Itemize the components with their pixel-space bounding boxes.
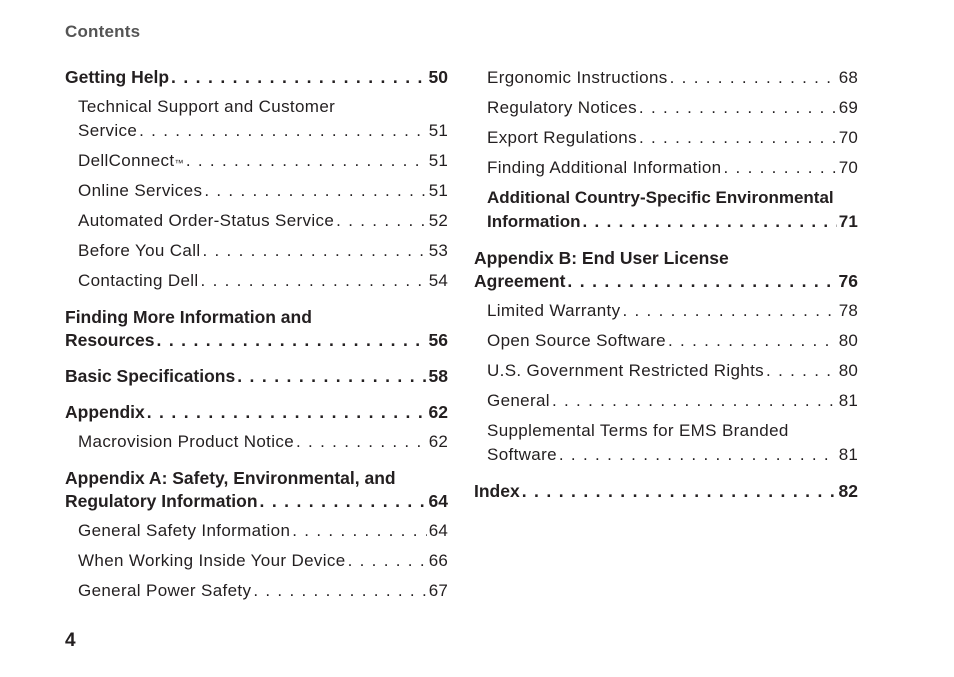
toc-entry-line	[65, 365, 448, 388]
toc-entry-line	[474, 270, 858, 293]
toc-entry-general[interactable]	[474, 389, 858, 413]
toc-page-number: 58	[428, 366, 448, 386]
dot-leader	[202, 239, 426, 263]
toc-page-number: 82	[838, 481, 858, 501]
toc-entry-line	[65, 306, 448, 329]
dot-leader	[292, 519, 426, 543]
toc-entry-title: Supplemental Terms for EMS Branded	[487, 421, 789, 440]
toc-entry-finding-additional-information[interactable]	[474, 156, 858, 180]
toc-entry-u-s-government-restricted-rights[interactable]	[474, 359, 858, 383]
toc-entry-title: Resources	[65, 330, 155, 350]
toc-page-number: 64	[428, 491, 448, 511]
toc-entry-getting-help[interactable]	[65, 66, 448, 89]
toc-entry-line	[487, 419, 858, 443]
toc-entry-line	[487, 126, 858, 150]
toc-page-number: 51	[428, 151, 448, 170]
toc-entry-title: Contacting Dell	[78, 271, 199, 290]
dot-leader	[253, 579, 426, 603]
toc-page-number: 64	[428, 521, 448, 540]
dot-leader	[260, 490, 427, 513]
toc-entry-title: Limited Warranty	[487, 301, 621, 320]
dot-leader	[622, 299, 836, 323]
toc-entry-title: DellConnect	[78, 151, 175, 170]
toc-entry-line	[78, 430, 448, 454]
toc-page-number: 66	[428, 551, 448, 570]
toc-entry-title: Regulatory Notices	[487, 98, 637, 117]
toc-entry-supplemental-terms-for-ems-branded-software[interactable]	[474, 419, 858, 467]
toc-entry-title: Technical Support and Customer	[78, 97, 336, 116]
toc-entry-line	[487, 389, 858, 413]
toc-page-number: 62	[428, 432, 448, 451]
toc-entry-title: Automated Order-Status Service	[78, 211, 335, 230]
toc-entry-open-source-software[interactable]	[474, 329, 858, 353]
toc-entry-title: Before You Call	[78, 241, 201, 260]
toc-entry-line	[487, 443, 858, 467]
toc-entry-line	[78, 239, 448, 263]
toc-entry-before-you-call[interactable]	[65, 239, 448, 263]
toc-entry-title: General Power Safety	[78, 581, 252, 600]
dot-leader	[237, 365, 426, 388]
toc-entry-automated-order-status-service[interactable]	[65, 209, 448, 233]
toc-page-number: 76	[838, 271, 858, 291]
toc-entry-title: Appendix A: Safety, Environmental, and	[65, 468, 396, 488]
toc-entry-title: Regulatory Information	[65, 491, 258, 511]
toc-entry-title: Index	[474, 481, 520, 501]
toc-entry-dellconnect[interactable]	[65, 149, 448, 173]
toc-page-number: 80	[838, 331, 858, 350]
toc-entry-appendix[interactable]	[65, 401, 448, 424]
dot-leader	[147, 401, 427, 424]
toc-entry-title: Software	[487, 445, 557, 464]
dot-leader	[171, 66, 427, 89]
toc-entry-line	[78, 519, 448, 543]
toc-page-number: 71	[838, 212, 858, 231]
toc-entry-title: Open Source Software	[487, 331, 666, 350]
toc-entry-title: Appendix	[65, 402, 145, 422]
toc-entry-line	[65, 329, 448, 352]
toc-page-number: 54	[428, 271, 448, 290]
toc-entry-line	[487, 359, 858, 383]
toc-entry-finding-more-information-and-resources[interactable]	[65, 306, 448, 352]
toc-entry-regulatory-notices[interactable]	[474, 96, 858, 120]
toc-entry-line	[78, 549, 448, 573]
toc-entry-appendix-a-safety-environmental-and-regulatory-information[interactable]	[65, 467, 448, 513]
toc-right-column	[474, 66, 858, 503]
toc-entry-line	[65, 66, 448, 89]
toc-page-number: 53	[428, 241, 448, 260]
toc-entry-title: Information	[487, 212, 581, 231]
running-head-title: Contents	[65, 22, 141, 41]
dot-leader	[348, 549, 427, 573]
dot-leader	[552, 389, 837, 413]
toc-entry-technical-support-and-customer-service[interactable]	[65, 95, 448, 143]
toc-entry-limited-warranty[interactable]	[474, 299, 858, 323]
toc-entry-online-services[interactable]	[65, 179, 448, 203]
dot-leader	[670, 66, 837, 90]
dot-leader	[139, 119, 427, 143]
toc-entry-ergonomic-instructions[interactable]	[474, 66, 858, 90]
toc-entry-line	[487, 96, 858, 120]
toc-entry-line	[487, 210, 858, 234]
toc-entry-title: Basic Specifications	[65, 366, 236, 386]
page-number: 4	[65, 630, 76, 651]
toc-entry-contacting-dell[interactable]	[65, 269, 448, 293]
toc-page-number: 62	[428, 402, 448, 422]
dot-leader	[723, 156, 836, 180]
dot-leader	[766, 359, 837, 383]
toc-entry-title: Appendix B: End User License	[474, 248, 729, 268]
toc-entry-line	[487, 156, 858, 180]
toc-page-number: 81	[838, 445, 858, 464]
toc-entry-title: Online Services	[78, 181, 203, 200]
dot-leader	[639, 96, 837, 120]
toc-page-number: 70	[838, 158, 858, 177]
toc-page-number: 50	[428, 67, 448, 87]
toc-entry-basic-specifications[interactable]	[65, 365, 448, 388]
toc-entry-title: Additional Country-Specific Environmental	[487, 188, 834, 207]
toc-entry-title: Ergonomic Instructions	[487, 68, 668, 87]
toc-page-number: 56	[428, 330, 448, 350]
toc-entry-line	[78, 579, 448, 603]
toc-entry-general-safety-information[interactable]	[65, 519, 448, 543]
toc-entry-title: Service	[78, 121, 138, 140]
dot-leader	[201, 269, 427, 293]
toc-page-number: 69	[838, 98, 858, 117]
toc-entry-title: Finding Additional Information	[487, 158, 722, 177]
toc-entry-macrovision-product-notice[interactable]	[65, 430, 448, 454]
toc-entry-title: Finding More Information and	[65, 307, 312, 327]
dot-leader	[157, 329, 427, 352]
toc-entry-title: General	[487, 391, 550, 410]
toc-entry-title: Getting Help	[65, 67, 170, 87]
toc-entry-title: General Safety Information	[78, 521, 291, 540]
toc-page-number: 80	[838, 361, 858, 380]
toc-entry-general-power-safety[interactable]	[65, 579, 448, 603]
toc-entry-line	[78, 119, 448, 143]
toc-entry-line: DellConnect ™ . . . 51	[78, 149, 448, 173]
toc-page-number: 81	[838, 391, 858, 410]
toc-entry-line	[65, 467, 448, 490]
dot-leader	[204, 179, 426, 203]
toc-page-number: 68	[838, 68, 858, 87]
dot-leader	[668, 329, 837, 353]
toc-entry-export-regulations[interactable]	[474, 126, 858, 150]
toc-entry-line	[487, 186, 858, 210]
toc-entry-title: Macrovision Product Notice	[78, 432, 295, 451]
dot-leader	[567, 270, 836, 293]
toc-entry-when-working-inside-your-device[interactable]	[65, 549, 448, 573]
toc-entry-line	[65, 490, 448, 513]
toc-entry-line	[78, 269, 448, 293]
toc-entry-line	[487, 299, 858, 323]
dot-leader	[336, 209, 427, 233]
toc-entry-title: U.S. Government Restricted Rights	[487, 361, 765, 380]
toc-page-number: 67	[428, 581, 448, 600]
dot-leader	[583, 210, 837, 234]
toc-entry-line	[65, 401, 448, 424]
toc-entry-line	[78, 95, 448, 119]
toc-entry-additional-country-specific-environmental-information[interactable]	[474, 186, 858, 234]
toc-page-number: 51	[428, 181, 448, 200]
dot-leader	[559, 443, 837, 467]
toc-page-number: 78	[838, 301, 858, 320]
dot-leader	[296, 430, 427, 454]
toc-entry-title: Export Regulations	[487, 128, 637, 147]
toc-page-number: 52	[428, 211, 448, 230]
toc-page-number: 51	[428, 121, 448, 140]
toc-entry-line	[487, 66, 858, 90]
toc-entry-line	[487, 329, 858, 353]
toc-page-number: 70	[838, 128, 858, 147]
toc-entry-line	[78, 209, 448, 233]
toc-entry-line	[474, 480, 858, 503]
toc-entry-title: Agreement	[474, 271, 566, 291]
toc-left-column	[65, 66, 448, 603]
toc-entry-appendix-b-end-user-license-agreement[interactable]	[474, 247, 858, 293]
dot-leader	[639, 126, 837, 150]
dot-leader	[186, 149, 427, 173]
toc-entry-line	[78, 179, 448, 203]
toc-entry-index[interactable]	[474, 480, 858, 503]
dot-leader	[522, 480, 837, 503]
toc-entry-line	[474, 247, 858, 270]
toc-entry-title: When Working Inside Your Device	[78, 551, 346, 570]
